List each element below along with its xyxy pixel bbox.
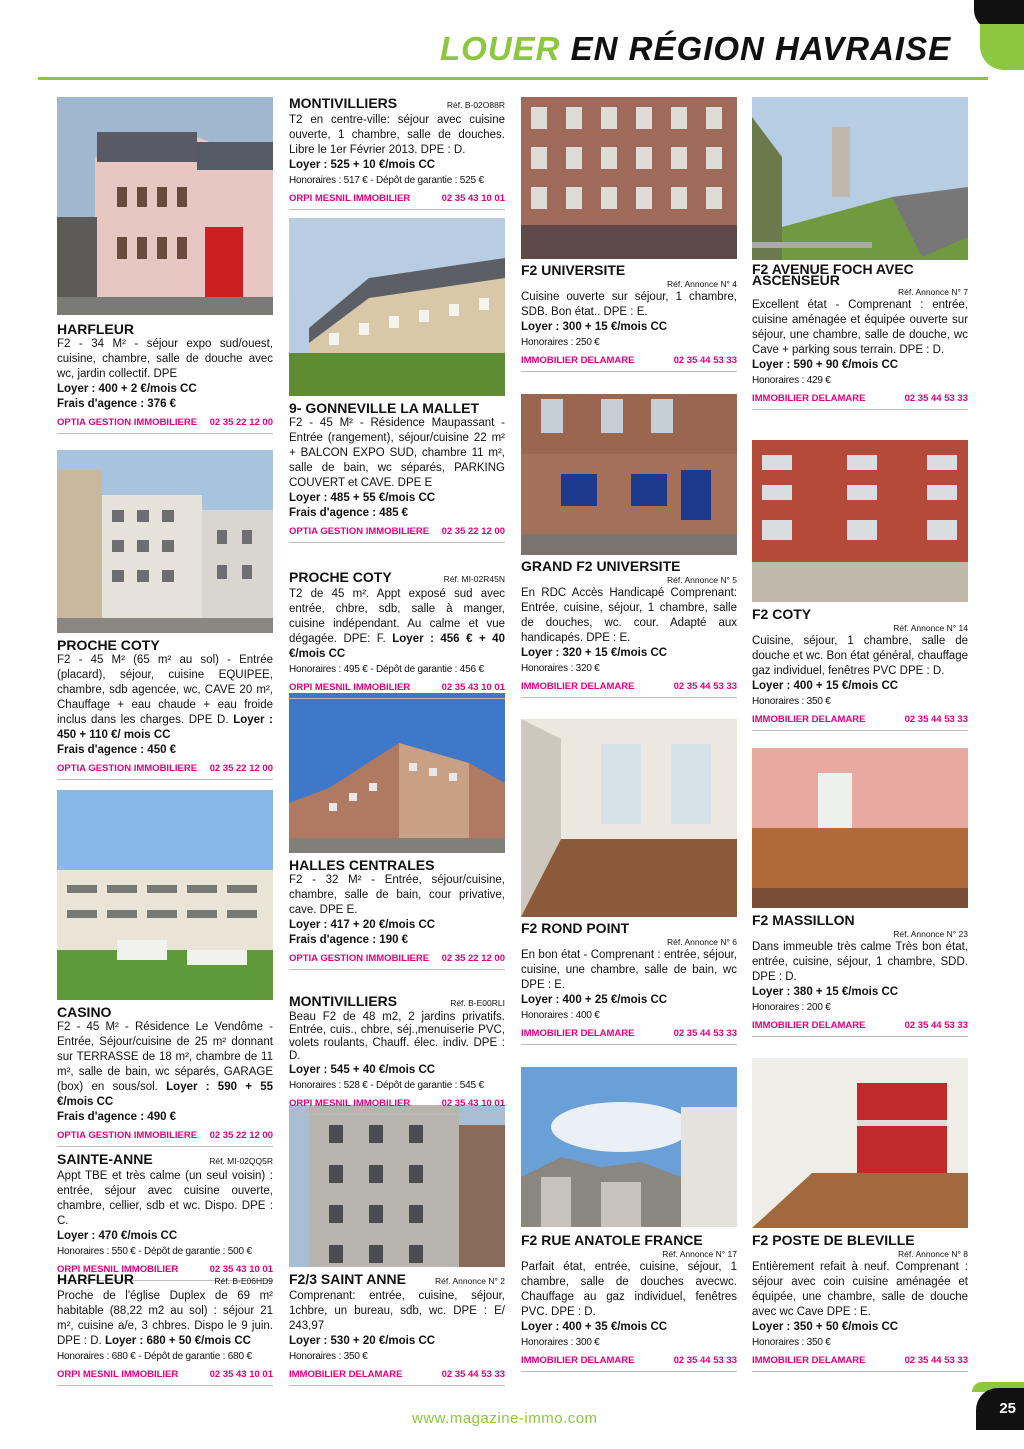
listing [289,401,505,543]
listing-photo [289,1105,505,1267]
listing-contact [289,680,505,699]
listing [521,921,737,1045]
agency-phone: 02 35 44 53 33 [673,1355,737,1366]
listing-reference: Réf. Annonce N° 7 [897,287,968,297]
footer-website[interactable]: www.magazine-immo.com [412,1410,598,1427]
agency-phone: 02 35 43 10 01 [441,1098,505,1109]
agency-name: IMMOBILIER DELAMARE [521,355,635,366]
listing-title: CASINO [57,1004,112,1020]
header-rule [38,77,988,80]
listing-reference: Réf. MI-02R45N [443,574,505,584]
listing-description: Beau F2 de 48 m2, 2 jardins privatifs. Entrée, cuis., chbre, séj.,menuiserie PVC, volets roulants, Chauff. élec. indiv. DPE : D. [289,1011,505,1062]
listing-contact [289,1096,505,1115]
listing [289,96,505,210]
listing-rent: Loyer : 400 + 15 €/mois CC [752,680,899,692]
listing-title: F2 AVENUE FOCH AVEC ASCENSEUR [752,261,914,288]
agency-name: IMMOBILIER DELAMARE [752,1355,866,1366]
listing-title: MONTIVILLIERS [289,993,398,1009]
listing-title: SAINTE-ANNE [57,1151,153,1167]
listing-description: F2 - 45 M² (65 m² au sol) - Entrée (placard), séjour, cuisine EQUIPEE, chambre, sdb agencée, wc, CAVE 20 m², Chauffage + eau chaude + eau froide inclus dans les charges. DPE D. [57,654,273,726]
listing [521,559,737,698]
listing [57,1152,273,1281]
agency-phone: 02 35 22 12 00 [209,763,273,774]
listing-contact [752,391,968,410]
agency-phone: 02 35 44 53 33 [673,1028,737,1039]
listing-title: F2 UNIVERSITE [521,262,626,278]
listing-agency-fee: Frais d'agence : 190 € [289,934,409,946]
listing [57,1005,273,1147]
listing-contact [57,1367,273,1386]
listing-reference: Réf. Annonce N° 23 [893,929,968,939]
agency-name: OPTIA GESTION IMMOBILIERE [57,763,198,774]
listing-fees: Honoraires : 528 € - Dépôt de garantie : 545 € [289,1080,484,1091]
listing-photo [752,748,968,908]
listing-agency-fee: Frais d'agence : 376 € [57,398,177,410]
listing [57,1272,273,1386]
listing [289,1272,505,1386]
listing-title: HALLES CENTRALES [289,857,435,873]
listing-fees: Honoraires : 400 € [521,1010,600,1021]
listing [289,570,505,699]
listing-contact [57,1128,273,1147]
listing [57,322,273,434]
listing-title: HARFLEUR [57,321,134,337]
agency-name: OPTIA GESTION IMMOBILIERE [57,1130,198,1141]
listing [752,607,968,731]
listing-reference: Réf. Annonce N° 5 [666,575,737,585]
listing-contact [521,1353,737,1372]
listing-reference: Réf. Annonce N° 8 [897,1249,968,1259]
agency-name: IMMOBILIER DELAMARE [752,393,866,404]
listing-contact [289,524,505,543]
listing-title: F2 MASSILLON [752,912,855,928]
listing-rent: Loyer : 417 + 20 €/mois CC [289,919,436,931]
agency-phone: 02 35 43 10 01 [209,1369,273,1380]
listing-description: Dans immeuble très calme Très bon état, entrée, cuisine, séjour, 1 chambre, SDD. DPE : D. [752,941,968,983]
listing-contact [521,353,737,372]
agency-phone: 02 35 22 12 00 [209,417,273,428]
listing-photo [752,440,968,602]
listing [521,263,737,372]
listing-fees: Honoraires : 300 € [521,1337,600,1348]
listing-fees: Honoraires : 250 € [521,337,600,348]
listing-photo [521,719,737,917]
listing-rent: Loyer : 400 + 2 €/mois CC [57,383,197,395]
listing-description: Parfait état, entrée, cuisine, séjour, 1 chambre, salle de douches avecwc. Chauffage au gaz individuel, fenêtres PVC. DPE : D. [521,1261,737,1318]
listing-contact [752,1353,968,1372]
agency-name: OPTIA GESTION IMMOBILIERE [289,953,430,964]
listing-fees: Honoraires : 429 € [752,375,831,386]
listing-agency-fee: Frais d'agence : 485 € [289,507,409,519]
listing-reference: Réf. MI-02QQ5R [209,1156,273,1166]
agency-name: IMMOBILIER DELAMARE [289,1369,403,1380]
listing-description: F2 - 34 M² - séjour expo sud/ouest, cuisine, chambre, salle de douche avec wc, jardin collectif. DPE [57,338,273,380]
listing-description: Excellent état - Comprenant : entrée, cuisine aménagée et équipée ouverte sur séjour, une chambre, salle de douche, wc Cave + parking sous terrain. DPE : D. [752,299,968,356]
agency-phone: 02 35 43 10 01 [441,193,505,204]
listing [57,638,273,780]
page-title: LOUER EN RÉGION HAVRAISE [440,30,952,67]
agency-phone: 02 35 44 53 33 [904,1355,968,1366]
listing-photo [752,97,968,260]
listing-reference: Réf. B-E06HD9 [214,1276,273,1286]
agency-phone: 02 35 44 53 33 [904,393,968,404]
listing-description: Entièrement refait à neuf. Comprenant : séjour avec coin cuisine aménagée et équipée, une chambre, salle de douche avec wc Cave DPE : E. [752,1261,968,1318]
agency-phone: 02 35 43 10 01 [441,682,505,693]
listing-description: Proche de l'église Duplex de 69 m² habitable (88,22 m2 au sol) : séjour 21 m², cuisine a/e, 3 chbres. Dispo le 9 juin. DPE : D. [57,1290,273,1347]
listing-agency-fee: Frais d'agence : 490 € [57,1111,177,1123]
listing-rent: Loyer : 350 + 50 €/mois CC [752,1321,899,1333]
listing-contact [521,1026,737,1045]
listing-description: Cuisine, séjour, 1 chambre, salle de douche et wc. Bon état général, chauffage gaz individuel, fenêtres PVC DPE : D. [752,635,968,677]
listing-reference: Réf. B-E00RLI [450,998,505,1008]
listing-rent: Loyer : 485 + 55 €/mois CC [289,492,436,504]
listing-description: Cuisine ouverte sur séjour, 1 chambre, SDB. Bon état.. DPE : E. [521,291,737,318]
listing-fees: Honoraires : 350 € [752,1337,831,1348]
agency-name: ORPI MESNIL IMMOBILIER [289,682,411,693]
agency-phone: 02 35 22 12 00 [209,1130,273,1141]
listing-photo [521,394,737,555]
listing-rent: Loyer : 590 + 55 €/mois CC [57,1081,274,1108]
listing-title: PROCHE COTY [289,569,392,585]
listing-rent: Loyer : 590 + 90 €/mois CC [752,359,899,371]
listing-photo [289,693,505,853]
agency-name: IMMOBILIER DELAMARE [521,1355,635,1366]
listing-photo [57,790,273,1000]
agency-phone: 02 35 44 53 33 [673,355,737,366]
listing-rent: Loyer : 400 + 35 €/mois CC [521,1321,668,1333]
listing-description: Appt TBE et très calme (un seul voisin) : entrée, séjour avec cuisine ouverte, chambre, cellier, sdb et wc. Dispo. DPE : C. [57,1170,273,1227]
listing-description: F2 - 45 M² - Résidence Le Vendôme - Entrée, Séjour/cuisine de 25 m² donnant sur TERRASSE de 18 m², chambre de 11 m², salle de bain, wc séparés, GARAGE (box) en sous/sol. [57,1021,273,1093]
corner-accent [980,24,1024,70]
listing-description: T2 de 45 m². Appt exposé sud avec entrée, chbre, sdb, salle à manger, cuisine indépendant. Au calme et vue dégagée. DPE: F. [289,588,505,645]
listing-fees: Honoraires : 350 € [289,1351,368,1362]
listing-title: F2 COTY [752,606,812,622]
listing-reference: Réf. Annonce N° 17 [662,1249,737,1259]
listing-contact [57,415,273,434]
listing-rent: Loyer : 545 + 40 €/mois CC [289,1064,436,1076]
agency-phone: 02 35 44 53 33 [904,714,968,725]
listing-title: MONTIVILLIERS [289,95,398,111]
listing [752,1233,968,1372]
listing-contact [289,951,505,970]
listing-rent: Loyer : 525 + 10 €/mois CC [289,159,436,171]
listing-fees: Honoraires : 350 € [752,696,831,707]
listing-contact [57,761,273,780]
listing-title: F2 RUE ANATOLE FRANCE [521,1232,703,1248]
listing-rent: Loyer : 680 + 50 €/mois CC [104,1335,251,1347]
agency-name: IMMOBILIER DELAMARE [752,714,866,725]
listing-photo [289,218,505,396]
listing-description: F2 - 32 M² - Entrée, séjour/cuisine, chambre, salle de bain, cour privative, cave. DPE E. [289,874,505,916]
listing-description: F2 - 45 M² - Résidence Maupassant - Entrée (rangement), séjour/cuisine 22 m² + BALCON EXPO SUD, chambre 11 m², salle de bain, wc séparés, PARKING COUVERT et CAVE. DPE E [289,417,505,489]
listing-title: PROCHE COTY [57,637,160,653]
listing-fees: Honoraires : 320 € [521,663,600,674]
listing-fees: Honoraires : 550 € - Dépôt de garantie : 500 € [57,1246,252,1257]
listing-title: HARFLEUR [57,1271,134,1287]
listing-rent: Loyer : 400 + 25 €/mois CC [521,994,668,1006]
listing [289,994,505,1115]
listing [521,1233,737,1372]
listing-description: En bon état - Comprenant : entrée, séjour, cuisine, une chambre, salle de bain, wc DPE : E. [521,949,737,991]
listing-reference: Réf. Annonce N° 14 [893,623,968,633]
listing-fees: Honoraires : 517 € - Dépôt de garantie : 525 € [289,175,484,186]
listing-reference: Réf. Annonce N° 6 [666,937,737,947]
listing-contact [289,1367,505,1386]
listing-agency-fee: Frais d'agence : 450 € [57,744,177,756]
listing-rent: Loyer : 470 €/mois CC [57,1230,178,1242]
agency-name: ORPI MESNIL IMMOBILIER [289,193,411,204]
listing [752,261,968,410]
listing-rent: Loyer : 456 € + 40 €/mois CC [289,633,505,660]
agency-name: IMMOBILIER DELAMARE [521,681,635,692]
listing-rent: Loyer : 530 + 20 €/mois CC [289,1335,436,1347]
listing-rent: Loyer : 300 + 15 €/mois CC [521,321,668,333]
listing-rent: Loyer : 380 + 15 €/mois CC [752,986,899,998]
listing-reference: Réf. Annonce N° 2 [434,1276,505,1286]
agency-name: ORPI MESNIL IMMOBILIER [289,1098,411,1109]
listing-title: 9- GONNEVILLE LA MALLET [289,400,480,416]
agency-phone: 02 35 22 12 00 [441,953,505,964]
listing-fees: Honoraires : 495 € - Dépôt de garantie : 456 € [289,664,484,675]
listing-description: Comprenant: entrée, cuisine, séjour, 1chbre, un bureau, sdb, wc. DPE : E/ 243,97 [289,1290,505,1332]
agency-phone: 02 35 44 53 33 [673,681,737,692]
agency-name: IMMOBILIER DELAMARE [521,1028,635,1039]
listing-title: F2/3 SAINT ANNE [289,1271,406,1287]
agency-name: OPTIA GESTION IMMOBILIERE [57,417,198,428]
agency-phone: 02 35 22 12 00 [441,526,505,537]
page-number: 25 [976,1388,1024,1430]
listing-photo [752,1058,968,1228]
listing [752,913,968,1037]
listing-photo [57,450,273,633]
listing [289,858,505,970]
agency-name: OPTIA GESTION IMMOBILIERE [289,526,430,537]
listing-photo [521,1067,737,1227]
listing-contact [752,712,968,731]
agency-phone: 02 35 44 53 33 [441,1369,505,1380]
listing-reference: Réf. B-02O88R [446,100,505,110]
agency-name: ORPI MESNIL IMMOBILIER [57,1264,179,1275]
listing-contact [289,191,505,210]
listing-photo [57,97,273,315]
agency-name: ORPI MESNIL IMMOBILIER [57,1369,179,1380]
listing-contact [752,1018,968,1037]
listing-rent: Loyer : 320 + 15 €/mois CC [521,647,668,659]
listing-title: GRAND F2 UNIVERSITE [521,558,681,574]
listing-description: En RDC Accès Handicapé Comprenant: Entrée, cuisine, séjour, 1 chambre, salle de douches, wc. cour. Adapté aux handicapés. DPE : E. [521,587,737,644]
listing-fees: Honoraires : 680 € - Dépôt de garantie : 680 € [57,1351,252,1362]
agency-name: IMMOBILIER DELAMARE [752,1020,866,1031]
listing-photo [521,97,737,259]
listing-title: F2 ROND POINT [521,920,630,936]
listing-contact [521,679,737,698]
listing-description: T2 en centre-ville: séjour avec cuisine ouverte, 1 chambre, salle de douches. Libre le 1er Février 2013. DPE : D. [289,114,505,156]
listing-title: F2 POSTE DE BLEVILLE [752,1232,915,1248]
listing-reference: Réf. Annonce N° 4 [666,279,737,289]
agency-phone: 02 35 44 53 33 [904,1020,968,1031]
listing-rent: Loyer : 450 + 110 €/ mois CC [57,714,273,741]
listing-fees: Honoraires : 200 € [752,1002,831,1013]
agency-phone: 02 35 43 10 01 [209,1264,273,1275]
